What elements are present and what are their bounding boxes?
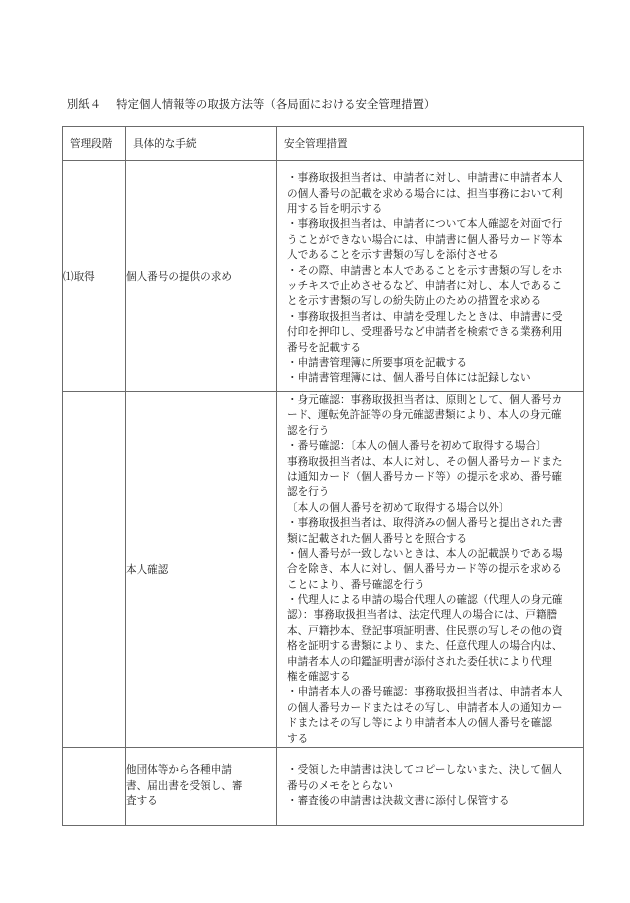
text-line: ・個人番号が一致しないときは、本人の記載誤りである場: [287, 547, 563, 560]
text-line: 認を行う: [287, 424, 330, 437]
text-line: ・事務取扱担当者は、申請者に対し、申請書に申請者本人: [287, 172, 563, 185]
text-line: ・事務取扱担当者は、申請者について本人確認を対面で行: [287, 218, 563, 231]
text-line: 〔本人の個人番号を初めて取得する場合以外〕: [287, 501, 510, 514]
text-line: 格を証明する書類により、また、任意代理人の場合内は、: [287, 640, 563, 653]
stage-cell: [63, 747, 126, 825]
table-header-row: [63, 127, 584, 161]
text-line: 用する旨を明示する: [287, 203, 383, 216]
measures-list: [277, 763, 583, 809]
text-line: ・事務取扱担当者は、申請を受理したときは、申請書に受: [287, 310, 563, 323]
procedure-list: [126, 763, 276, 809]
text-line: ・申請書管理簿に所要事項を記載する: [287, 356, 468, 369]
measures-list: [277, 165, 583, 386]
text-line: ・事務取扱担当者は、取得済みの個人番号と提出された書: [287, 517, 563, 530]
text-line: の個人番号カードまたはその写し、申請者本人の通知カー: [287, 701, 563, 714]
stage-cell: [63, 392, 126, 748]
header-procedure: 具体的な手続: [126, 127, 277, 161]
header-stage: 管理段階: [63, 127, 126, 161]
text-line: 他団体等から各種申請: [126, 764, 232, 777]
text-line: ・代理人による申請の場合代理人の確認（代理人の身元確: [287, 594, 563, 607]
page-title: 別紙４ 特定個人情報等の取扱方法等（各局面における安全管理措置）: [67, 98, 436, 111]
text-line: 権を確認する: [287, 671, 351, 684]
measures-cell: [277, 161, 584, 392]
text-line: うことができない場合には、申請書に個人番号カード等本: [287, 233, 563, 246]
text-line: の個人番号の記載を求める場合には、担当事務において利: [287, 187, 563, 200]
text-line: 認を行う: [287, 486, 330, 499]
text-line: する: [287, 732, 309, 745]
measures-table: [62, 126, 584, 826]
procedure-cell: 個人番号の提供の求め: [126, 161, 277, 392]
table-row: [63, 161, 584, 392]
text-line: 付印を押印し、受理番号など申請者を検索できる業務利用: [287, 326, 563, 339]
table-row: [63, 747, 584, 825]
text-line: 番号を記載する: [287, 341, 362, 354]
text-line: 査する: [126, 795, 158, 808]
text-line: ・審査後の申請書は決裁文書に添付し保管する: [287, 795, 510, 808]
text-line: とを示す書類の写しの紛失防止のための措置を求める: [287, 295, 542, 308]
text-line: ・番号確認：〔本人の個人番号を初めて取得する場合〕: [287, 440, 547, 453]
procedure-cell: 本人確認: [126, 392, 277, 748]
table-row: [63, 392, 584, 748]
text-line: 申請者本人の印鑑証明書が添付された委任状により代理: [287, 655, 552, 668]
text-line: 番号のメモをとらない: [287, 779, 393, 792]
measures-cell: [277, 747, 584, 825]
text-line: 合を除き、本人に対し、個人番号カード等の提示を求める: [287, 563, 563, 576]
text-line: ドまたはその写し等により申請者本人の個人番号を確認: [287, 717, 552, 730]
text-line: ・受領した申請書は決してコピーしないまた、決して個人: [287, 764, 563, 777]
measures-list: [277, 392, 583, 747]
text-line: ・申請者本人の番号確認：事務取扱担当者は、申請者本人: [287, 686, 563, 699]
text-line: 事務取扱担当者は、本人に対し、その個人番号カードまた: [287, 455, 563, 468]
text-line: 書、届出書を受領し、審: [126, 779, 243, 792]
header-measures: 安全管理措置: [277, 127, 584, 161]
text-line: ことにより、番号確認を行う: [287, 578, 425, 591]
text-line: 人であることを示す書類の写しを添付させる: [287, 249, 499, 262]
text-line: ・身元確認：事務取扱担当者は、原則として、個人番号カ: [287, 394, 563, 406]
text-line: ッチキスで止めさせるなど、申請者に対し、本人であるこ: [287, 280, 563, 292]
stage-cell: ⑴取得: [63, 161, 126, 392]
text-line: ・その際、申請書と本人であることを示す書類の写しをホ: [287, 264, 563, 277]
text-line: ード、運転免許証等の身元確認書類により、本人の身元確: [287, 409, 562, 422]
text-line: ・申請書管理簿には、個人番号自体には記録しない: [287, 372, 531, 385]
text-line: 類に記載された個人番号とを照合する: [287, 532, 468, 545]
procedure-cell: [126, 747, 277, 825]
text-line: 認）：事務取扱担当者は、法定代理人の場合には、戸籍謄: [287, 609, 558, 622]
text-line: 本、戸籍抄本、登記事項証明書、住民票の写しその他の資: [287, 624, 563, 637]
text-line: は通知カード（個人番号カード等）の提示を求め、番号確: [287, 470, 563, 483]
measures-cell: [277, 392, 584, 748]
